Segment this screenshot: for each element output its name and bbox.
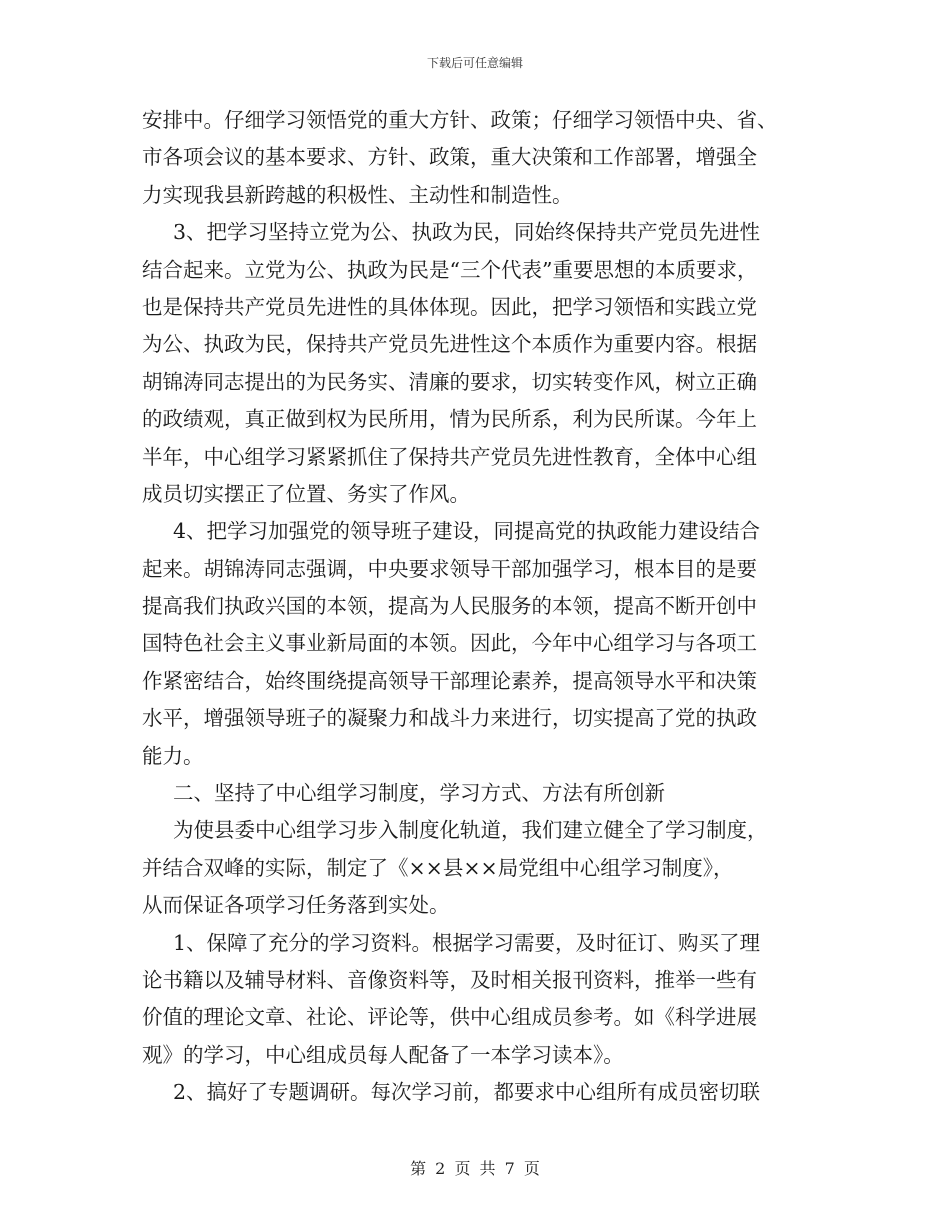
body-line: 为公、执政为民，保持共产党员先进性这个本质作为重要内容。根据 — [142, 332, 757, 357]
body-line: 成员切实摆正了位置、务实了作风。 — [142, 481, 470, 506]
page-number-footer: 第 2 页 共 7 页 — [410, 1159, 540, 1178]
body-line: 安排中。仔细学习领悟党的重大方针、政策；仔细学习领悟中央、省、 — [142, 108, 778, 132]
body-line: 也是保持共产党员先进性的具体体现。因此，把学习领悟和实践立党 — [142, 294, 757, 319]
body-line: 起来。胡锦涛同志强调，中央要求领导干部加强学习，根本目的是要 — [142, 556, 757, 581]
paragraph-start-line: 4、把学习加强党的领导班子建设，同提高党的执政能力建设结合 — [173, 519, 761, 544]
body-line: 并结合双峰的实际，制定了《××县××局党组中心组学习制度》， — [142, 855, 734, 880]
body-line: 观》的学习，中心组成员每人配备了一本学习读本》。 — [142, 1042, 624, 1067]
body-line: 的政绩观，真正做到权为民所用，情为民所系，利为民所谋。今年上 — [142, 407, 757, 432]
page-header-note: 下载后可任意编辑 — [426, 56, 523, 70]
body-line: 力实现我县新跨越的积极性、主动性和制造性。 — [142, 182, 573, 207]
body-line: 市各项会议的基本要求、方针、政策，重大决策和工作部署，增强全 — [142, 145, 757, 170]
body-line: 结合起来。立党为公、执政为民是“三个代表”重要思想的本质要求， — [142, 257, 758, 282]
body-line: 作紧密结合，始终围绕提高领导干部理论素养，提高领导水平和决策 — [142, 668, 757, 693]
body-line: 提高我们执政兴国的本领，提高为人民服务的本领，提高不断开创中 — [142, 594, 757, 619]
body-line: 国特色社会主义事业新局面的本领。因此，今年中心组学习与各项工 — [142, 631, 757, 656]
body-line: 从而保证各项学习任务落到实处。 — [142, 893, 450, 918]
paragraph-start-line: 3、把学习坚持立党为公、执政为民，同始终保持共产党员先进性 — [173, 220, 761, 245]
body-line: 价值的理论文章、社论、评论等，供中心组成员参考。如《科学进展 — [142, 1005, 757, 1030]
paragraph-start-line: 2、搞好了专题调研。每次学习前，都要求中心组所有成员密切联 — [173, 1080, 761, 1105]
body-line: 胡锦涛同志提出的为民务实、清廉的要求，切实转变作风，树立正确 — [142, 369, 757, 394]
body-line: 水平，增强领导班子的凝聚力和战斗力来进行，切实提高了党的执政 — [142, 706, 757, 731]
paragraph-start-line: 1、保障了充分的学习资料。根据学习需要，及时征订、购买了理 — [173, 930, 761, 955]
paragraph-start-line: 为使县委中心组学习步入制度化轨道，我们建立健全了学习制度， — [173, 818, 768, 843]
body-line: 论书籍以及辅导材料、音像资料等，及时相关报刊资料，推举一些有 — [142, 967, 757, 992]
body-line: 半年，中心组学习紧紧抓住了保持共产党员先进性教育，全体中心组 — [142, 444, 757, 469]
document-body — [142, 102, 810, 1112]
body-line: 能力。 — [142, 743, 204, 768]
section-heading: 二、坚持了中心组学习制度，学习方式、方法有所创新 — [173, 781, 665, 806]
